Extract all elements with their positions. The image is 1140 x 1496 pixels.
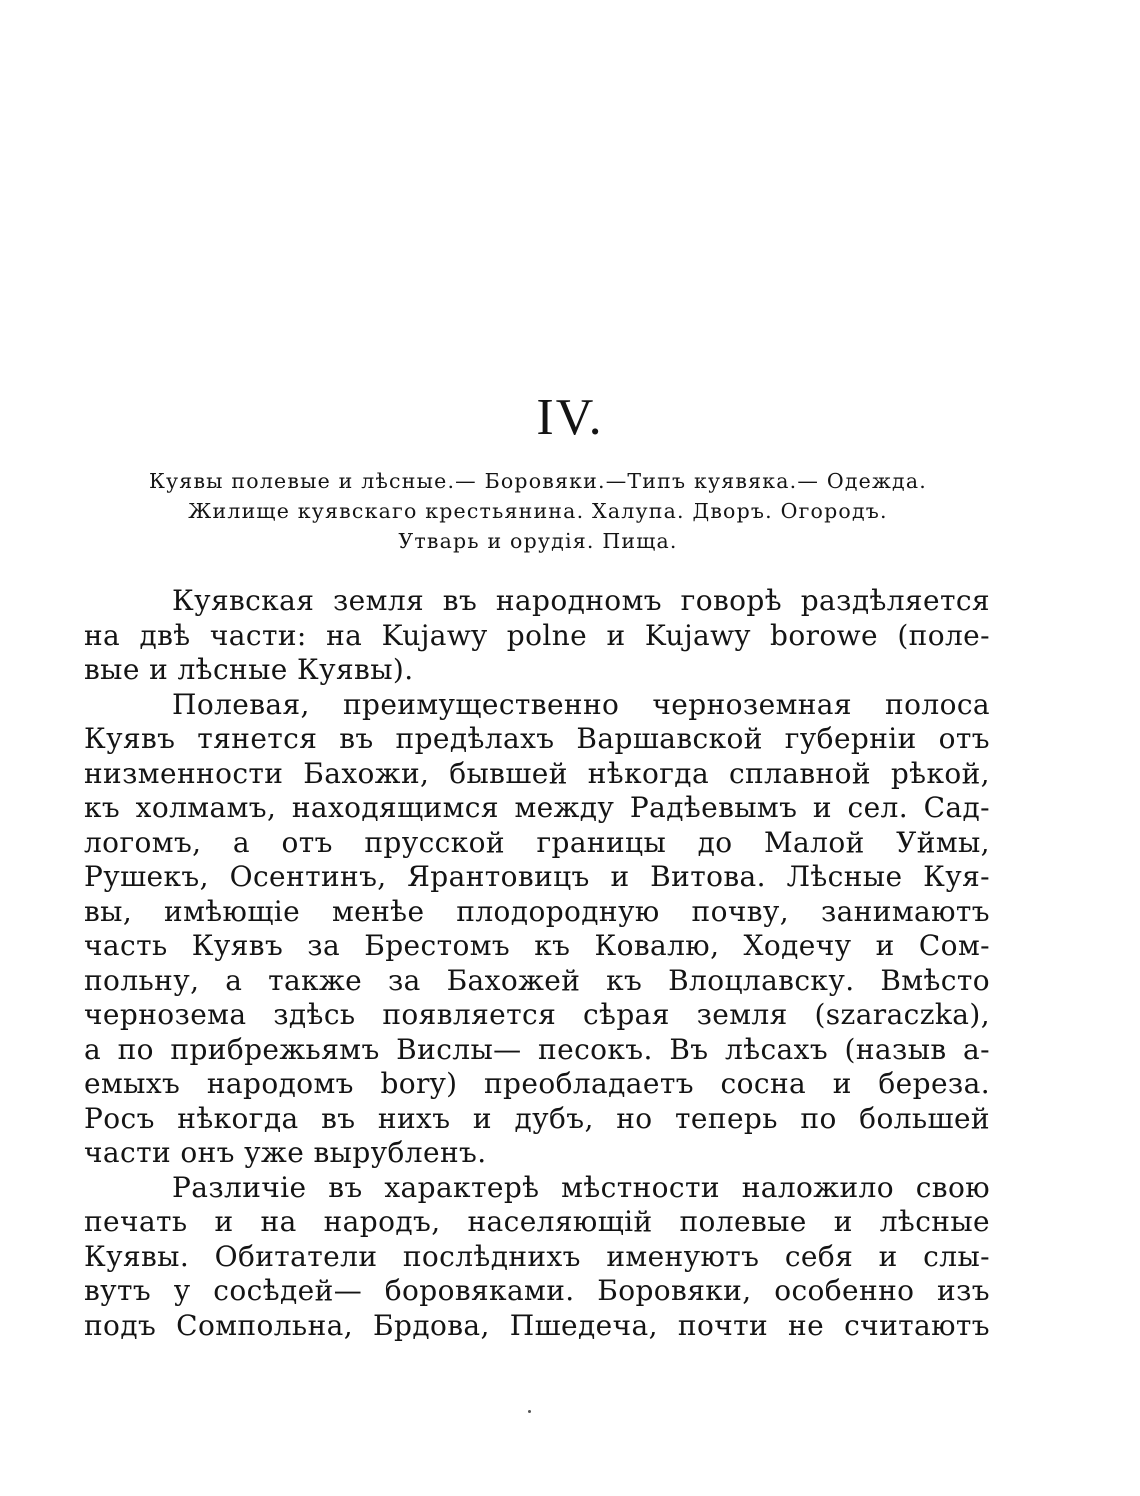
body-line: части онъ уже вырубленъ. <box>84 1136 487 1169</box>
chapter-number: IV. <box>536 389 604 446</box>
body-line: Куявъ тянется въ предѣлахъ Варшавской губерніи отъ <box>84 722 990 755</box>
body-line: на двѣ части: на Kujawy polne и Kujawy borowe (поле- <box>84 618 990 652</box>
body-line: часть Куявъ за Брестомъ къ Ковалю, Ходечу и Сом- <box>84 929 990 962</box>
summary-line: Утварь и орудія. Пища. <box>398 529 678 553</box>
summary-line: Жилище куявскаго крестьянина. Халупа. Дворъ. Огородъ. <box>188 499 888 523</box>
body-line: вы, имѣющіе менѣе плодородную почву, занимаютъ <box>84 894 990 928</box>
summary-line: Куявы полевые и лѣсные.— Боровяки.—Типъ куявяка.— Одежда. <box>148 469 927 493</box>
print-speck <box>528 1410 531 1413</box>
body-line: Рушекъ, Осентинъ, Ярантовицъ и Витова. Лѣсные Куя- <box>84 860 990 893</box>
body-line: Полевая, преимущественно черноземная полоса <box>172 687 990 721</box>
body-line: вые и лѣсные Куявы). <box>84 653 414 686</box>
body-line: Различіе въ характерѣ мѣстности наложило свою <box>172 1170 990 1204</box>
body-line: польну, а также за Бахожей къ Влоцлавску. Вмѣсто <box>84 963 990 997</box>
body-text <box>84 584 990 1343</box>
body-line: логомъ, а отъ прусской границы до Малой Уймы, <box>84 825 990 859</box>
body-line: чернозема здѣсь появляется сѣрая земля (szaraczka), <box>84 998 990 1031</box>
body-line: низменности Бахожи, бывшей нѣкогда сплавной рѣкой, <box>84 756 990 790</box>
body-line: емыхъ народомъ bory) преобладаетъ сосна и береза. <box>84 1067 990 1100</box>
body-line: подъ Сомпольна, Брдова, Пшедеча, почти не считаютъ <box>84 1308 990 1342</box>
body-line: къ холмамъ, находящимся между Радѣевымъ и сел. Сад- <box>84 791 990 824</box>
body-line: а по прибрежьямъ Вислы— песокъ. Въ лѣсахъ (назыв а- <box>84 1032 990 1066</box>
body-line: Куявская земля въ народномъ говорѣ раздѣляется <box>172 584 990 617</box>
chapter-summary <box>78 466 998 556</box>
body-line: вутъ у сосѣдей— боровяками. Боровяки, особенно изъ <box>84 1274 990 1307</box>
body-line: Куявы. Обитатели послѣднихъ именуютъ себя и слы- <box>84 1239 990 1273</box>
body-line: печать и на народъ, населяющій полевые и лѣсные <box>84 1205 990 1238</box>
body-line: Росъ нѣкогда въ нихъ и дубъ, но теперь по большей <box>84 1101 990 1135</box>
